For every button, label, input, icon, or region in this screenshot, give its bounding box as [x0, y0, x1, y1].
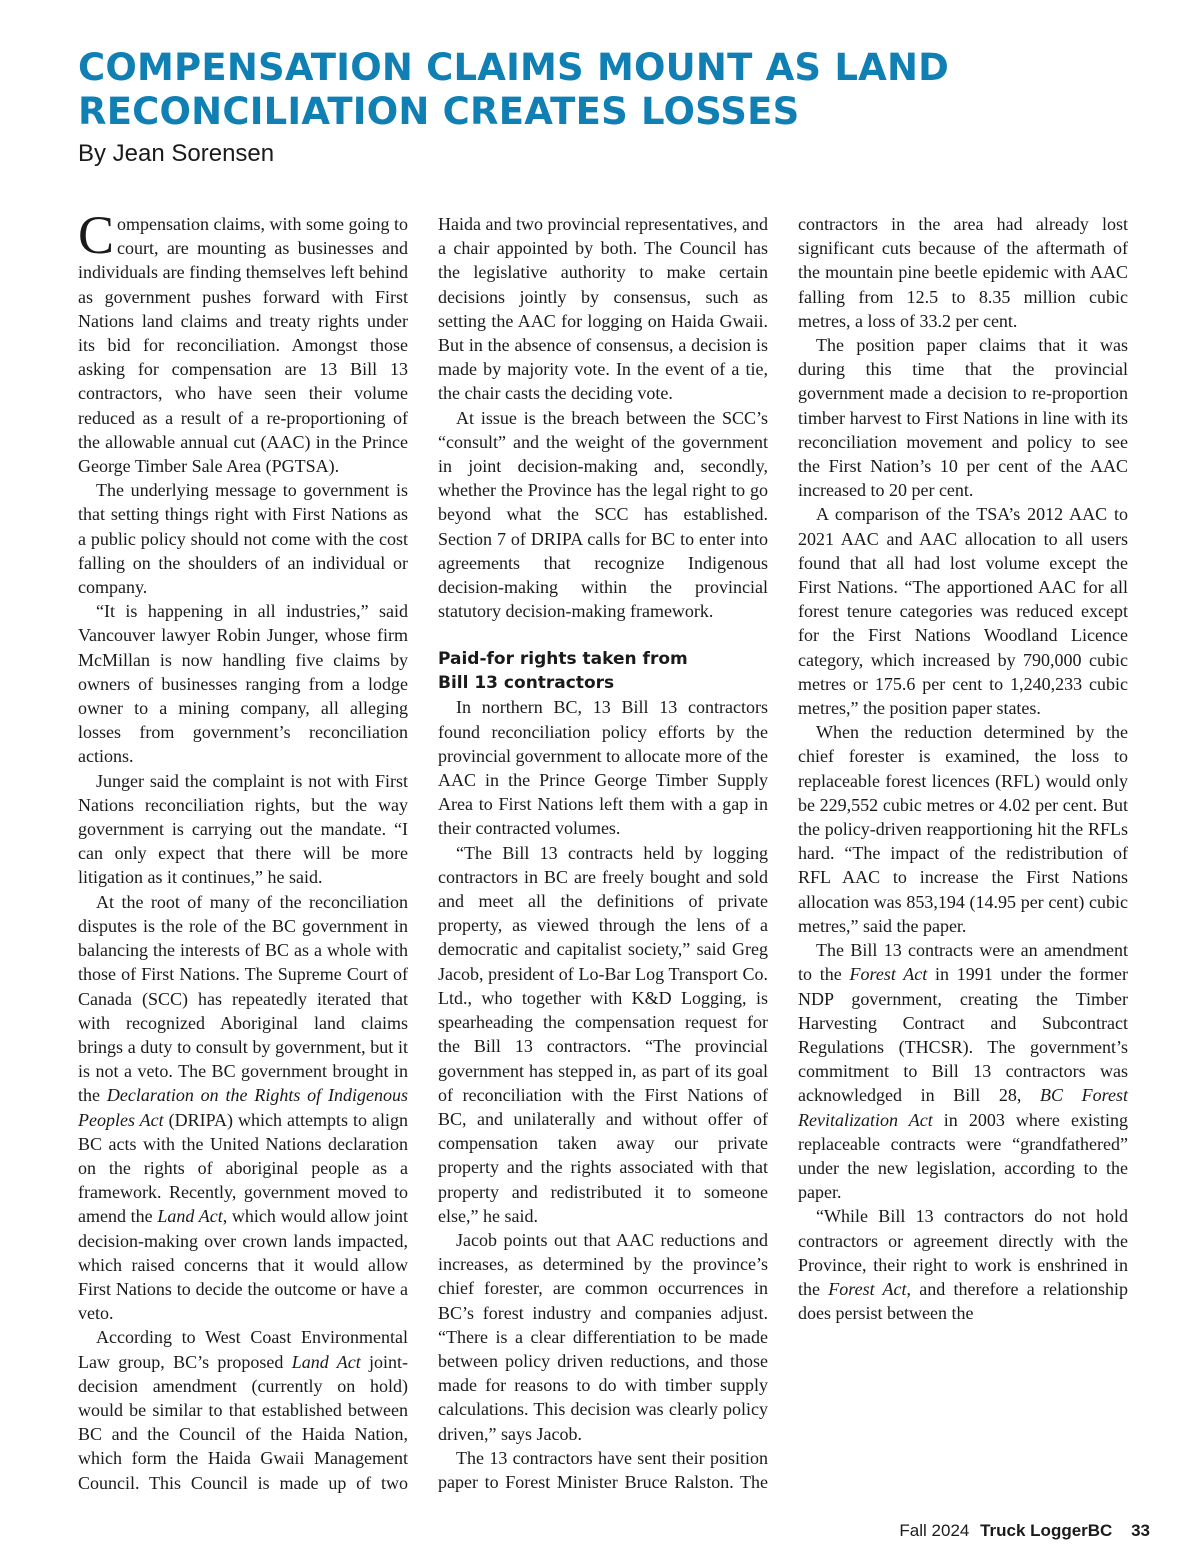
paragraph-6: According to West Coast Environmental Law group, BC’s proposed Land Act joint-decision amendment (currently on hold) would be similar to that established between BC and the Council of the Haida Nation, which form the Haida Gwaii Management Council. This Council is made up of two Haida and two provincial representatives, and a chair appointed by both. The Council has the legislative authority to make certain decisions jointly by consensus, such as setting the AAC for logging on Haida Gwaii. But in the absence of consensus, a decision is made by majority vote. In the event of a tie, the chair casts the deciding vote. [78, 214, 768, 1493]
drop-cap: C [78, 205, 115, 265]
paragraph-7: At issue is the breach between the SCC’s “consult” and the weight of the government in joint decision-making and, secondly, whether the Province has the legal right to go beyond what the SCC has established. Section 7 of DRIPA calls for BC to enter into agreements that recognize Indigenous decision-making within the provincial statutory decision-making framework. [438, 407, 768, 622]
paragraph-12: The position paper claims that it was during this time that the provincial government made a decision to re-proportion timber harvest to First Nations in line with its reconciliation movement and policy to see the First Nation’s 10 per cent of the AAC increased to 20 per cent. [798, 335, 1128, 501]
paragraph-14: When the reduction determined by the chief forester is examined, the loss to replaceable forest licences (RFL) would only be 229,552 cubic metres or 4.02 per cent. But the policy-driven reapportioning hit the RFLs hard. “The impact of the redistribution of RFL AAC to increase the First Nations allocation was 853,194 (14.95 per cent) cubic metres,” said the paper. [798, 722, 1128, 936]
paragraph-13: A comparison of the TSA’s 2012 AAC to 2021 AAC and AAC allocation to all users found that all had lost volume except the First Nations. “The apportioned AAC for all forest tenure categories was reduced except for the First Nations Woodland Licence category, which increased by 790,000 cubic metres or 175.6 per cent to 1,240,233 cubic metres,” the position paper states. [798, 504, 1128, 719]
paragraph-15: The Bill 13 contracts were an amendment to the Forest Act in 1991 under the former NDP government, creating the Timber Harvesting Contract and Subcontract Regulations (THCSR). The government’s commitment to Bill 13 contractors was acknowledged in Bill 28, BC Forest Revitalization Act in 2003 where existing replaceable contracts were “grandfathered” under the new legislation, according to the paper. [798, 940, 1128, 1203]
paragraph-1: Compensation claims, with some going to court, are mounting as businesses and individuals are finding themselves left behind as government pushes forward with First Nations land claims and treaty rights under its bid for reconciliation. Amongst those asking for compensation are 13 Bill 13 contractors, who have seen their volume reduced as a result of a re-proportioning of the allowable annual cut (AAC) in the Prince George Timber Sale Area (PGTSA). [78, 205, 409, 477]
paragraph-5: At the root of many of the reconciliation disputes is the role of the BC government in balancing the interests of BC as a whole with those of First Nations. The Supreme Court of Canada (SCC) has repeatedly iterated that with recognized Aboriginal land claims brings a duty to consult by government, but it is not a veto. The BC government brought in the Declaration on the Rights of Indigenous Peoples Act (DRIPA) which attempts to align BC acts with the United Nations declaration on the rights of aboriginal people as a framework. Recently, government moved to amend the Land Act, which would allow joint decision-making over crown lands impacted, which raised concerns that it would allow First Nations to decide the outcome or have a veto. [78, 891, 409, 1324]
article-headline: COMPENSATION CLAIMS MOUNT AS LAND RECONCILIATION CREATES LOSSES [78, 46, 950, 133]
page-number: 33 [1131, 1521, 1150, 1540]
paragraph-3: “It is happening in all industries,” said Vancouver lawyer Robin Junger, whose firm McMillan is now handling five claims by owners of businesses ranging from a lodge owner to a mining company, all alleging losses from government’s reconciliation actions. [78, 601, 408, 767]
footer-magazine-title: Truck LoggerBC [980, 1521, 1113, 1540]
paragraph-4: Junger said the complaint is not with First Nations reconciliation rights, but the way government is carrying out the mandate. “I can only expect that there will be more litigation as it continues,” he said. [78, 770, 408, 888]
paragraph-16: “While Bill 13 contractors do not hold contractors or agreement directly with the Province, their right to work is enshrined in the Forest Act, and therefore a relationship does persist between the [798, 1206, 1128, 1324]
paragraph-8: In northern BC, 13 Bill 13 contractors found reconciliation policy efforts by the provincial government to allocate more of the AAC in the Prince George Timber Supply Area to First Nations left them with a gap in their contracted volumes. [438, 697, 768, 839]
paragraph-2: The underlying message to government is that setting things right with First Nations as a public policy should not come with the cost falling on the shoulders of an individual or company. [78, 480, 408, 598]
paragraph-9: “The Bill 13 contracts held by logging contractors in BC are freely bought and sold and meet all the definitions of private property, as viewed through the lens of a democratic and capitalist society,” said Greg Jacob, president of Lo-Bar Log Transport Co. Ltd., who together with K&D Logging, is spearheading the compensation request for the Bill 13 contractors. “The provincial government has stepped in, as part of its goal of reconciliation with the First Nations of BC, and unilaterally and without offer of compensation taken away our private property and the rights associated with that property and redistributed it to someone else,” he said. [438, 842, 768, 1226]
footer-issue: Fall 2024 [899, 1521, 970, 1540]
page-footer [899, 1521, 1150, 1541]
article-body [78, 205, 1128, 1502]
article-byline: By Jean Sorensen [78, 140, 275, 167]
paragraph-10: Jacob points out that AAC reductions and increases, as determined by the province’s chief forester, are common occurrences in BC’s forest industry and companies adjust. “There is a clear differentiation to be made between policy driven reductions, and those made for reasons to do with timber supply calculations. This decision was clearly policy driven,” says Jacob. [438, 1229, 768, 1444]
section-subhead: Paid-for rights taken from Bill 13 contractors [438, 649, 688, 694]
paragraph-11: The 13 contractors have sent their position paper to Forest Minister Bruce Ralston. The contractors in the area had already lost significant cuts because of the aftermath of the mountain pine beetle epidemic with AAC falling from 12.5 to 8.35 million cubic metres, a loss of 33.2 per cent. [438, 214, 1128, 1492]
